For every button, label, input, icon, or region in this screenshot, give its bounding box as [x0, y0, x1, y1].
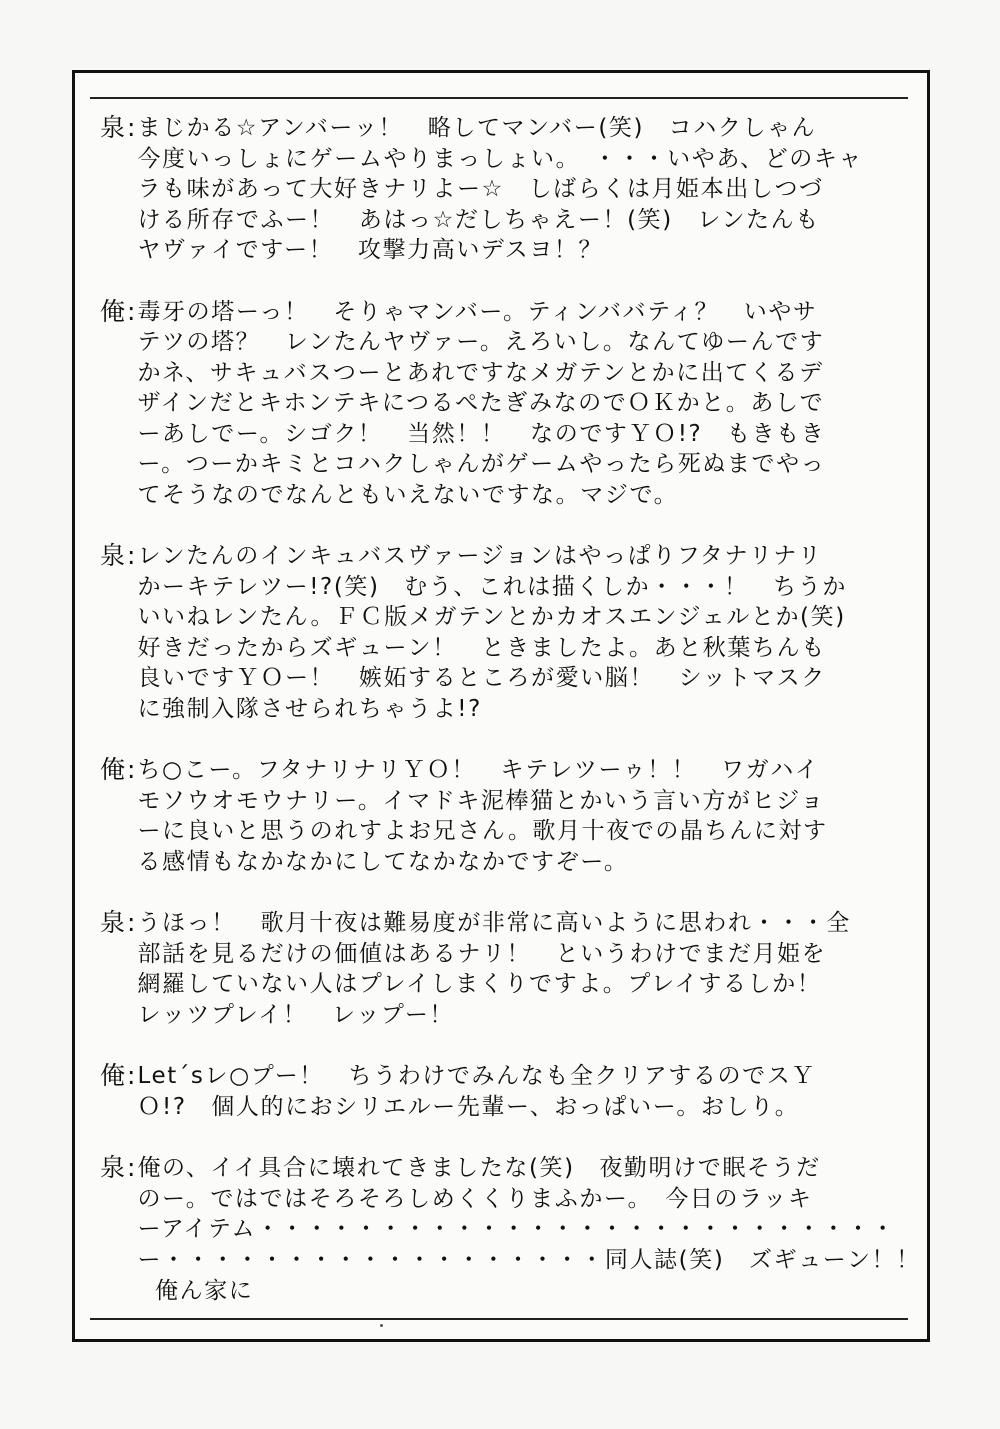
entry-text	[137, 755, 890, 877]
text-line: 良いですＹＯー！ 嫉妬するところが愛い脳！ シットマスク	[137, 665, 826, 691]
text-line: 今度いっしょにゲームやりまっしょい。 ・・・いやあ、どのキャ	[137, 145, 864, 172]
text-line: る感情もなかなかにしてなかなかですぞー。	[137, 848, 629, 875]
text-line: 毒牙の塔ーっ！ そりゃマンバー。ティンババティ？ いやサ	[137, 298, 818, 325]
text-line: ける所存でふー！ あはっ☆だしちゃえー！(笑) レンたんも	[137, 206, 820, 233]
text-line: まじかる☆アンバーッ！ 略してマンバー(笑) コハクしゃん	[137, 115, 817, 141]
bottom-rule	[90, 1318, 908, 1320]
text-line: ヤヴァイですー！ 攻撃力高いデスヨ！？	[137, 237, 604, 263]
dialogue-block	[100, 113, 921, 1306]
speck-mark	[380, 1324, 383, 1327]
entry-text	[137, 1061, 890, 1122]
speaker-label: 泉:	[100, 541, 137, 570]
speaker-label: 俺:	[100, 296, 137, 326]
speaker-label: 俺:	[100, 1061, 137, 1090]
dialogue-entry	[100, 113, 890, 266]
dialogue-entry	[100, 297, 890, 511]
text-line: に強制入隊させられちゃうよ!?	[137, 695, 482, 722]
entry-text	[137, 113, 890, 266]
text-line: ー。つーかキミとコハクしゃんがゲームやったら死ぬまでやっ	[137, 451, 826, 477]
text-line: 俺の、イイ具合に壊れてきましたな(笑) 夜勤明けで眠そうだ	[137, 1155, 821, 1181]
text-line: ーあしでー。シゴク！ 当然！！ なのですＹＯ!? もきもき	[137, 420, 826, 447]
dialogue-entry	[100, 1061, 890, 1122]
text-line: レンたんのインキュバスヴァージョンはやっぱりフタナリナリ	[137, 543, 823, 569]
text-line: レッツプレイ！ レップー！	[137, 1001, 455, 1028]
entry-text	[137, 297, 890, 511]
text-line: ザインだとキホンテキにつるぺたぎみなのでＯＫかと。あしで	[137, 390, 825, 416]
text-line: のー。ではではそろそろしめくくりまふかー。 今日のラッキ	[137, 1185, 813, 1212]
text-line: Ｏ!? 個人的におシリエルー先輩ー、おっぱいー。おしり。	[137, 1093, 800, 1120]
dialogue-entry	[100, 1153, 921, 1275]
entry-text	[137, 1153, 920, 1275]
dialogue-entry	[100, 541, 890, 724]
text-line: かーキテレツー!?(笑) むう、これは描くしか・・・！ ちうか	[137, 573, 847, 600]
text-line: Let´sレ○プー！ ちうわけでみんなも全クリアするのでスＹ	[137, 1063, 816, 1089]
text-line: 好きだったからズギューン！ ときましたよ。あと秋葉ちんも	[137, 634, 826, 661]
text-line: ラも味があって大好きナリよー☆ しばらくは月姫本出しつづ	[137, 176, 824, 202]
text-line: テツの塔？ レンたんヤヴァー。えろいし。なんてゆーんです	[137, 329, 825, 355]
speaker-label: 泉:	[100, 908, 137, 937]
top-rule	[90, 97, 908, 99]
entry-text	[137, 541, 890, 724]
text-line: てそうなのでなんともいえないですな。マジで。	[137, 481, 679, 508]
entry-text	[137, 908, 890, 1030]
speaker-label: 泉:	[100, 113, 137, 142]
speaker-label: 俺:	[100, 755, 137, 784]
dialogue-entry	[100, 755, 890, 877]
text-line: 部話を見るだけの価値はあるナリ！ というわけでまだ月姫を	[137, 940, 827, 967]
closing-text: 俺ん家に	[155, 1278, 254, 1304]
dialogue-entry	[100, 908, 890, 1030]
text-line: モソウオモウナリー。イマドキ泥棒猫とかいう言い方がヒジョ	[137, 787, 825, 814]
text-line: 網羅していない人はプレイしまくりですよ。プレイするしか！	[137, 971, 822, 997]
text-line: ち○こー。フタナリナリＹＯ！ キテレツーゥ！！ ワガハイ	[137, 757, 820, 783]
speaker-label: 泉:	[100, 1153, 137, 1182]
text-line: いいねレンたん。ＦＣ版メガテンとかカオスエンジェルとか(笑)	[137, 604, 846, 630]
text-line: うほっ！ 歌月十夜は難易度が非常に高いように思われ・・・全	[137, 910, 851, 936]
text-line: ー・・・・・・・・・・・・・・・・・・同人誌(笑) ズギューン！！	[137, 1246, 921, 1273]
text-line: ーに良いと思うのれすよお兄さん。歌月十夜での晶ちんに対す	[137, 818, 828, 844]
text-line: かネ、サキュバスつーとあれですなメガテンとかに出てくるデ	[137, 359, 824, 386]
text-line: ーアイテム・・・・・・・・・・・・・・・・・・・・・・・・・・	[137, 1216, 896, 1242]
